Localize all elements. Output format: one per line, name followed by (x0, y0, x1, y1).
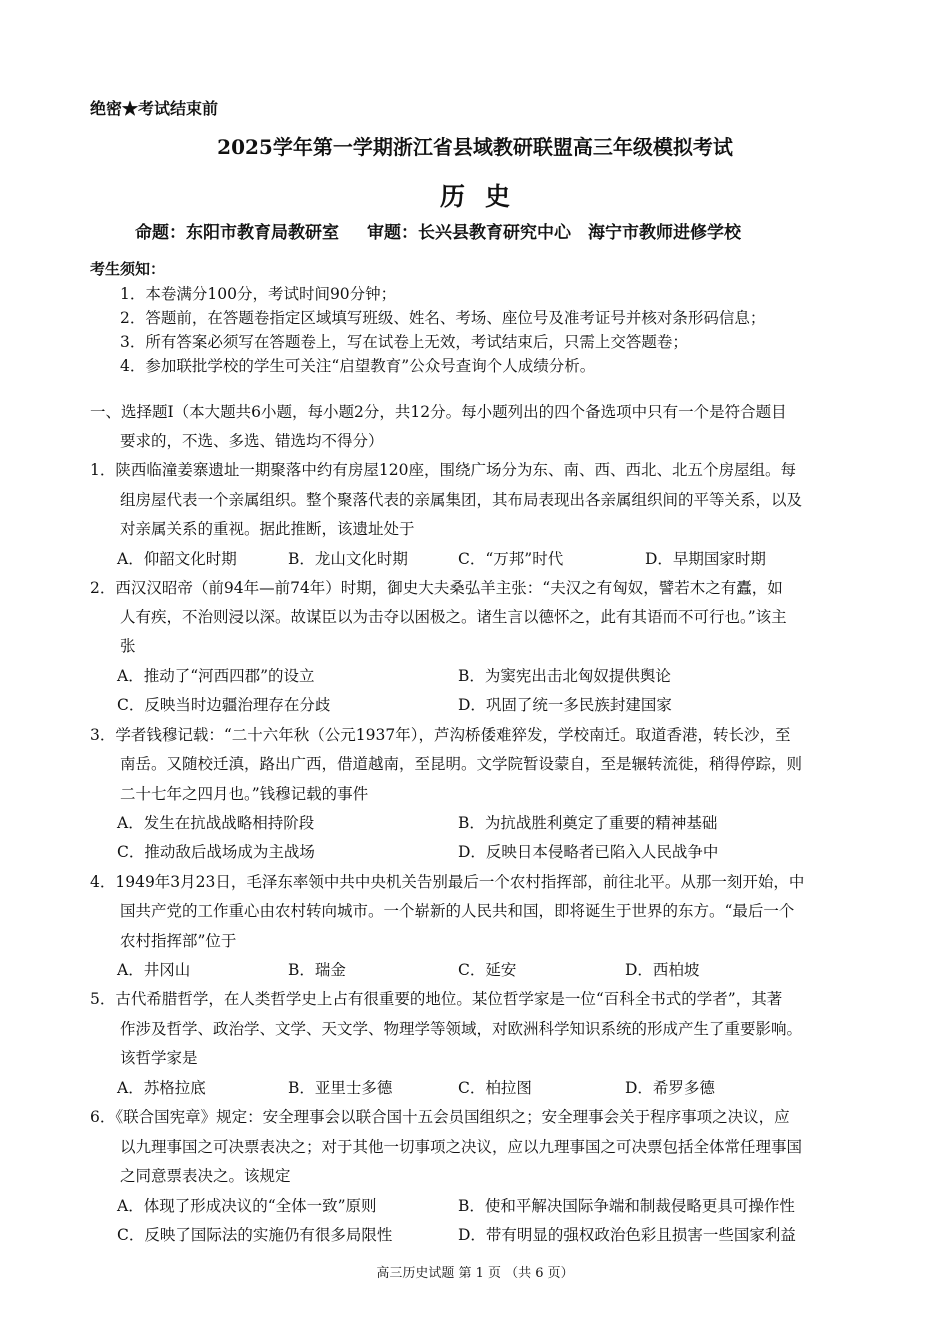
question-2-option-a: A．推动了“河西四郡”的设立 (117, 667, 315, 685)
section-heading-line2: 要求的，不选、多选、错选均不得分） (120, 432, 384, 450)
question-4-line: 国共产党的工作重心由农村转向城市。一个崭新的人民共和国，即将诞生于世界的东方。“最后一个 (120, 902, 795, 920)
question-2-option-c: C．反映当时边疆治理存在分歧 (117, 696, 331, 714)
authors-line (135, 218, 741, 243)
question-5-line: 该哲学家是 (120, 1049, 198, 1067)
subject-title: 历史 (439, 182, 530, 211)
secret-mark: 绝密★考试结束前 (90, 99, 219, 118)
question-5-option-c: C．柏拉图 (458, 1079, 532, 1097)
question-5-option-d: D．希罗多德 (625, 1079, 715, 1097)
question-3-line: 二十七年之四月也。”钱穆记载的事件 (120, 785, 369, 803)
question-1-option-d: D．早期国家时期 (645, 550, 766, 568)
notice-heading: 考生须知： (90, 260, 166, 278)
notice-item: 2．答题前，在答题卷指定区域填写班级、姓名、考场、座位号及准考证号并核对条形码信息； (120, 309, 766, 327)
question-3-line: 3．学者钱穆记载：“二十六年秋（公元1937年），芦沟桥倭难猝发，学校南迁。取道香港，转长沙，至 (90, 726, 791, 744)
question-5-line: 作涉及哲学、政治学、文学、天文学、物理学等领域，对欧洲科学知识系统的形成产生了重要影响。 (120, 1020, 803, 1038)
question-1-line: 组房屋代表一个亲属组织。整个聚落代表的亲属集团，其布局表现出各亲属组织间的平等关系，以及 (120, 491, 803, 509)
question-4-option-d: D．西柏坡 (625, 961, 700, 979)
question-4-option-c: C．延安 (458, 961, 517, 979)
question-3-option-c: C．推动敌后战场成为主战场 (117, 843, 315, 861)
question-1-line: 对亲属关系的重视。据此推断，该遗址处于 (120, 520, 415, 538)
exam-title: 2025学年第一学期浙江省县域教研联盟高三年级模拟考试 (217, 135, 733, 159)
author-setter: 命题：东阳市教育局教研室 (135, 223, 339, 243)
question-3-option-d: D．反映日本侵略者已陷入人民战争中 (458, 843, 719, 861)
question-5-option-a: A．苏格拉底 (117, 1079, 206, 1097)
question-6-option-b: B．使和平解决国际争端和制裁侵略更具可操作性 (458, 1197, 795, 1215)
question-4-line: 4．1949年3月23日，毛泽东率领中共中央机关告别最后一个农村指挥部，前往北平。从那一刻开始，中 (90, 873, 805, 891)
question-1-option-a: A．仰韶文化时期 (117, 550, 237, 568)
question-3-option-b: B．为抗战胜利奠定了重要的精神基础 (458, 814, 718, 832)
question-1-option-b: B．龙山文化时期 (288, 550, 408, 568)
question-2-option-d: D．巩固了统一多民族封建国家 (458, 696, 672, 714)
notice-item: 1．本卷满分100分，考试时间90分钟； (120, 285, 397, 303)
question-6-option-a: A．体现了形成决议的“全体一致”原则 (117, 1197, 377, 1215)
author-reviewer: 审题：长兴县教育研究中心 海宁市教师进修学校 (367, 223, 741, 243)
question-6-option-c: C．反映了国际法的实施仍有很多局限性 (117, 1226, 393, 1244)
question-1-option-c: C．“万邦”时代 (458, 550, 564, 568)
question-2-option-b: B．为窦宪出击北匈奴提供舆论 (458, 667, 671, 685)
question-6-line: 6．《联合国宪章》规定：安全理事会以联合国十五会员国组织之；安全理事会关于程序事项之决议，应 (90, 1108, 790, 1126)
question-1-line: 1．陕西临潼姜寨遗址一期聚落中约有房屋120座，围绕广场分为东、南、西、西北、北五个房屋组。每 (90, 461, 796, 479)
notice-item: 4．参加联批学校的学生可关注“启望教育”公众号查询个人成绩分析。 (120, 357, 596, 375)
question-6-line: 之同意票表决之。该规定 (120, 1167, 291, 1185)
notice-item: 3．所有答案必须写在答题卷上，写在试卷上无效，考试结束后，只需上交答题卷； (120, 333, 688, 351)
question-2-line: 张 (120, 637, 136, 655)
question-4-option-a: A．井冈山 (117, 961, 191, 979)
question-6-option-d: D．带有明显的强权政治色彩且损害一些国家利益 (458, 1226, 796, 1244)
question-6-line: 以九理事国之可决票表决之；对于其他一切事项之决议，应以九理事国之可决票包括全体常任理事国 (120, 1138, 803, 1156)
question-5-option-b: B．亚里士多德 (288, 1079, 393, 1097)
question-4-line: 农村指挥部”位于 (120, 932, 237, 950)
question-4-option-b: B．瑞金 (288, 961, 346, 979)
question-2-line: 2．西汉汉昭帝（前94年—前74年）时期，御史大夫桑弘羊主张：“夫汉之有匈奴，譬若木之有蠹，如 (90, 579, 783, 597)
question-2-line: 人有疾，不治则浸以深。故谋臣以为击夺以困极之。诸生言以德怀之，此有其语而不可行也。”该主 (120, 608, 787, 626)
question-5-line: 5．古代希腊哲学，在人类哲学史上占有很重要的地位。某位哲学家是一位“百科全书式的学者”，其著 (90, 990, 783, 1008)
section-heading-line1: 一、选择题Ⅰ（本大题共6小题，每小题2分，共12分。每小题列出的四个备选项中只有一个是符合题目 (90, 403, 787, 421)
page-footer: 高三历史试题 第 1 页 （共 6 页） (376, 1266, 574, 1281)
question-3-option-a: A．发生在抗战战略相持阶段 (117, 814, 315, 832)
question-3-line: 南岳。又随校迁滇，路出广西，借道越南，至昆明。文学院暂设蒙自，至是辗转流徙，稍得停踪，则 (120, 755, 803, 773)
